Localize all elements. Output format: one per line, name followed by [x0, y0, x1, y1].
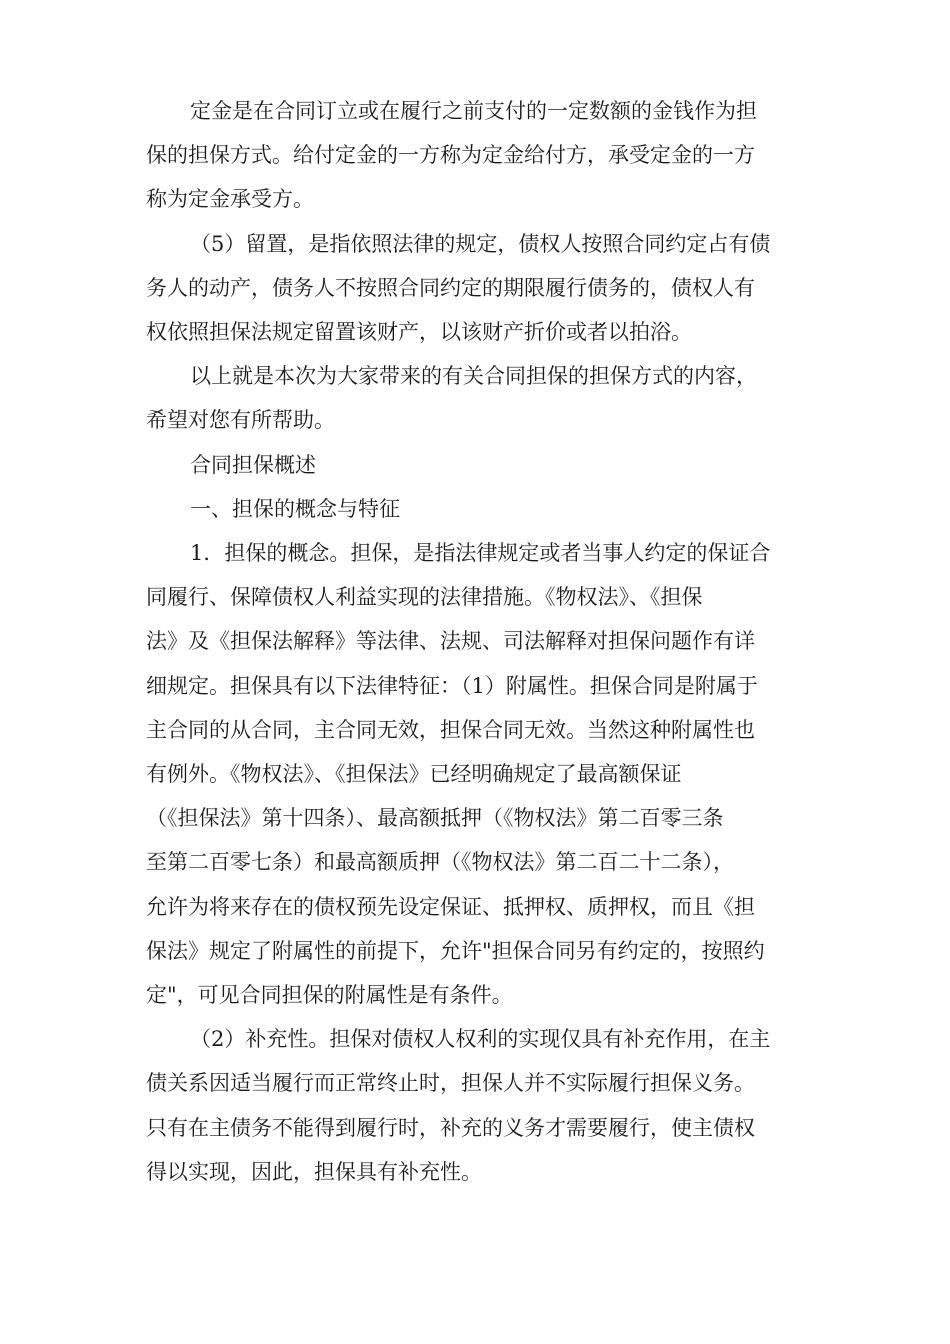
- subheading-concept-and-features: 一、担保的概念与特征: [190, 496, 400, 521]
- paragraph-concept-of-guarantee: 1．担保的概念。担保，是指法律规定或者当事人约定的保证合 同履行、保障债权人利益实现的法律措施。《物权法》、《担保 法》及《担保法解释》等法律、法规、司法解释对担保问题作有详 细规定。担保具有以下法律特征：（1）附属性。担保合同是附属于 主合同的从合同，主合同无效，担保合同无效。当然这种附属性也 有例外。《物权法》、《担保法》已经明确规定了最高额保证 （《担保法》第十四条）、最高额抵押（《物权法》第二百零三条 至第二百零七条）和最高额质押（《物权法》第二百二十二条）， 允许为将来存在的债权预先设定保证、抵押权、质押权，而且《担 保法》规定了附属性的前提下，允许"担保合同另有约定的，按照约 定"，可见合同担保的附属性是有条件。: [146, 541, 771, 1008]
- paragraph-lien: （5）留置，是指依照法律的规定，债权人按照合同约定占有债 务人的动产，债务人不按照合同约定的期限履行债务的，债权人有 权依照担保法规定留置该财产，以该财产折价或者以拍浴。: [146, 231, 771, 345]
- paragraph-supplementary-nature: （2）补充性。担保对债权人权利的实现仅具有补充作用，在主 债关系因适当履行而正常终止时，担保人并不实际履行担保义务。 只有在主债务不能得到履行时，补充的义务才需要履行，使主债权 得以实现，因此，担保具有补充性。: [146, 1027, 771, 1184]
- paragraph-closing-note: 以上就是本次为大家带来的有关合同担保的担保方式的内容， 希望对您有所帮助。: [146, 364, 757, 433]
- paragraph-deposit-definition: 定金是在合同订立或在履行之前支付的一定数额的金钱作为担 保的担保方式。给付定金的一方称为定金给付方，承受定金的一方 称为定金承受方。: [146, 99, 757, 212]
- document-body: [146, 89, 808, 1194]
- section-heading-overview: 合同担保概述: [190, 452, 316, 477]
